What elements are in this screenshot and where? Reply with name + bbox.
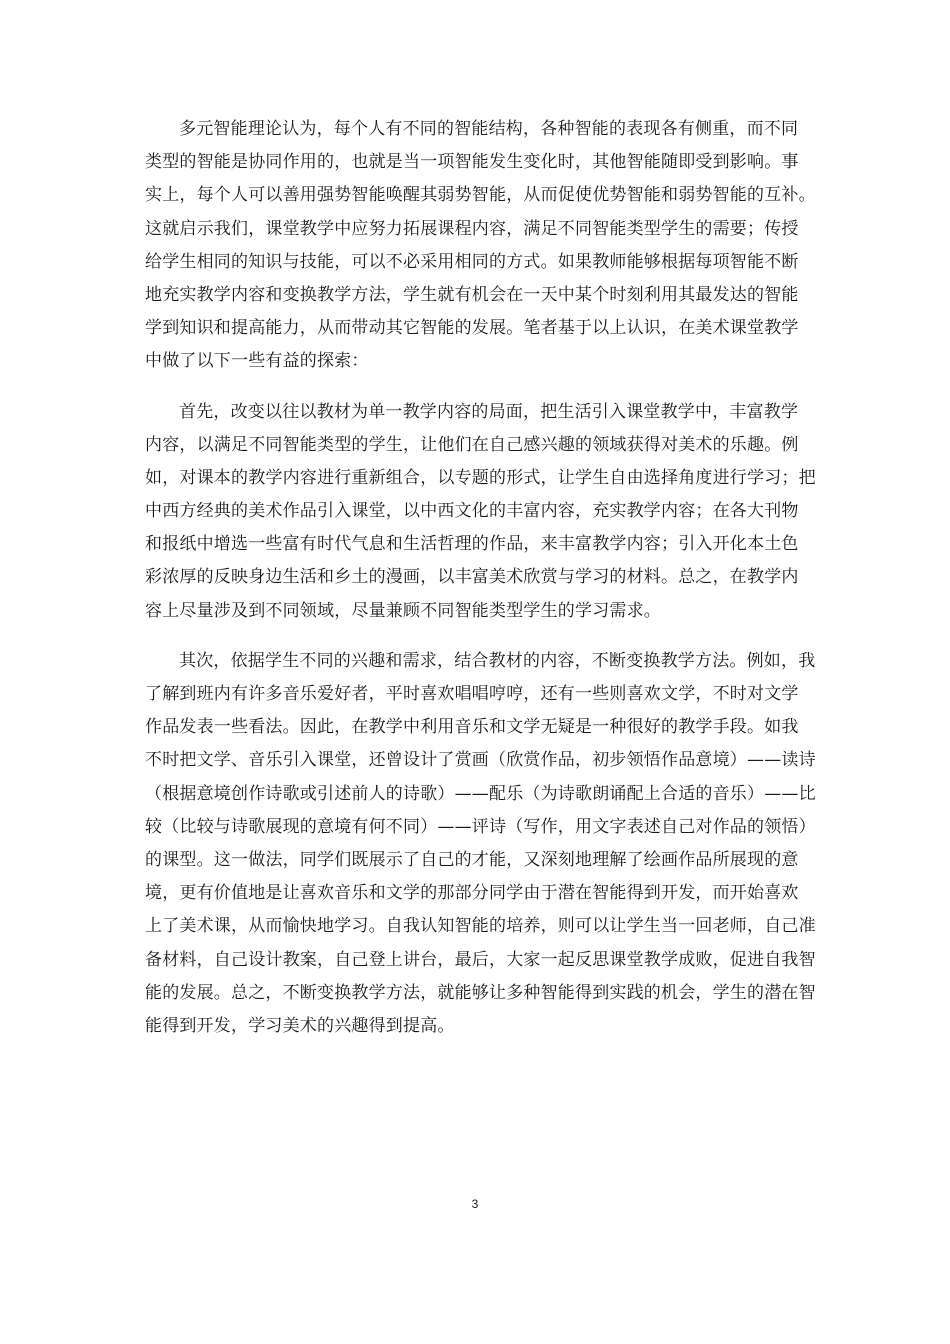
text-line: 给学生相同的知识与技能，可以不必采用相同的方式。如果教师能够根据每项智能不断 bbox=[145, 251, 799, 272]
text-line: 如，对课本的教学内容进行重新组合，以专题的形式，让学生自由选择角度进行学习；把 bbox=[145, 467, 816, 488]
text-line: 能得到开发，学习美术的兴趣得到提高。 bbox=[145, 1015, 455, 1036]
text-line: 容上尽量涉及到不同领域，尽量兼顾不同智能类型学生的学习需求。 bbox=[145, 600, 661, 621]
text-line: 其次，依据学生不同的兴趣和需求，结合教材的内容，不断变换教学方法。例如，我 bbox=[179, 650, 816, 671]
text-line: （根据意境创作诗歌或引述前人的诗歌）——配乐（为诗歌朗诵配上合适的音乐）——比 bbox=[145, 783, 816, 804]
text-line: 中西方经典的美术作品引入课堂，以中西文化的丰富内容，充实教学内容；在各大刊物 bbox=[145, 501, 799, 522]
text-line: 和报纸中增选一些富有时代气息和生活哲理的作品，来丰富教学内容；引入开化本土色 bbox=[145, 534, 799, 555]
text-line: 了解到班内有许多音乐爱好者，平时喜欢唱唱哼哼，还有一些则喜欢文学，不时对文学 bbox=[145, 684, 799, 704]
text-line: 彩浓厚的反映身边生活和乡土的漫画，以丰富美术欣赏与学习的材料。总之，在教学内 bbox=[145, 567, 799, 588]
text-line: 内容，以满足不同智能类型的学生，让他们在自己感兴趣的领域获得对美术的乐趣。例 bbox=[145, 434, 799, 455]
text-line: 中做了以下一些有益的探索： bbox=[145, 351, 369, 372]
paragraph-1 bbox=[145, 113, 816, 379]
text-line: 不时把文学、音乐引入课堂，还曾设计了赏画（欣赏作品，初步领悟作品意境）——读诗 bbox=[145, 750, 816, 771]
text-line: 首先，改变以往以教材为单一教学内容的局面，把生活引入课堂教学中，丰富教学 bbox=[179, 401, 799, 422]
text-line: 的课型。这一做法，同学们既展示了自己的才能，又深刻地理解了绘画作品所展现的意 bbox=[145, 849, 799, 870]
text-line: 实上，每个人可以善用强势智能唤醒其弱势智能，从而促使优势智能和弱势智能的互补。 bbox=[145, 185, 816, 206]
text-line: 较（比较与诗歌展现的意境有何不同）——评诗（写作，用文字表述自己对作品的领悟） bbox=[145, 816, 816, 837]
text-line: 上了美术课，从而愉快地学习。自我认知智能的培养，则可以让学生当一回老师，自己准 bbox=[145, 916, 816, 937]
text-line: 地充实教学内容和变换教学方法，学生就有机会在一天中某个时刻利用其最发达的智能 bbox=[145, 284, 799, 305]
text-line: 备材料，自己设计教案，自己登上讲台，最后，大家一起反思课堂教学成败，促进自我智 bbox=[145, 949, 816, 970]
paragraph-3 bbox=[145, 645, 816, 1043]
text-line: 多元智能理论认为，每个人有不同的智能结构，各种智能的表现各有侧重，而不同 bbox=[179, 119, 799, 139]
text-line: 学到知识和提高能力，从而带动其它智能的发展。笔者基于以上认识，在美术课堂教学 bbox=[145, 318, 799, 339]
page-number: 3 bbox=[471, 1197, 479, 1211]
body-text bbox=[145, 113, 816, 1060]
text-line: 境，更有价值地是让喜欢音乐和文学的那部分同学由于潜在智能得到开发，而开始喜欢 bbox=[145, 883, 799, 904]
paragraph-2 bbox=[145, 396, 816, 628]
text-line: 能的发展。总之，不断变换教学方法，就能够让多种智能得到实践的机会，学生的潜在智 bbox=[145, 982, 816, 1003]
text-line: 类型的智能是协同作用的，也就是当一项智能发生变化时，其他智能随即受到影响。事 bbox=[145, 152, 799, 173]
text-line: 作品发表一些看法。因此，在教学中利用音乐和文学无疑是一种很好的教学手段。如我 bbox=[145, 717, 799, 738]
text-line: 这就启示我们，课堂教学中应努力拓展课程内容，满足不同智能类型学生的需要；传授 bbox=[145, 218, 799, 239]
